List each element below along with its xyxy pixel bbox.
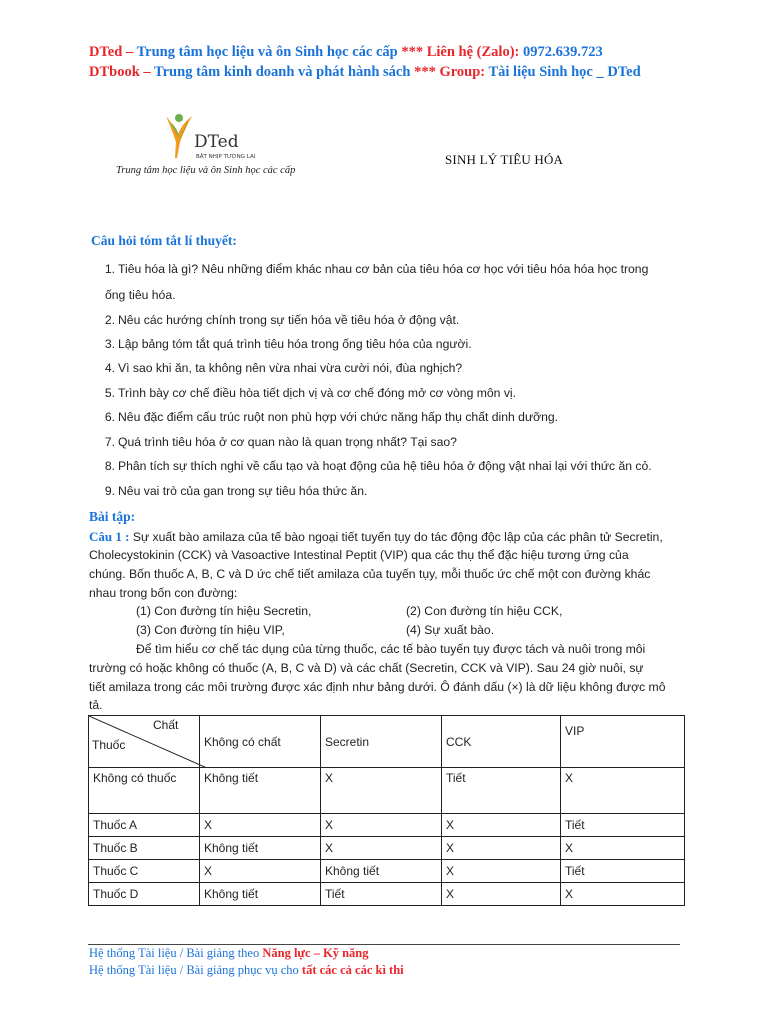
table-cell: X [200, 814, 321, 837]
header-contact-value: 0972.639.723 [519, 44, 603, 60]
pathway-item: (4) Sự xuất bào. [406, 623, 495, 637]
table-cell: Tiết [561, 814, 685, 837]
table-cell: X [561, 768, 685, 814]
table-cell: Không tiết [200, 837, 321, 860]
column-header: VIP [561, 716, 685, 768]
header-center-text-2: Trung tâm kinh doanh và phát hành sách [154, 64, 411, 80]
table-row [89, 814, 685, 837]
table-row [89, 860, 685, 883]
question-1-label: Câu 1 : [89, 529, 130, 544]
list-item: 3. Lập bảng tóm tắt quá trình tiêu hóa trong ống tiêu hóa của người. [104, 337, 472, 351]
logo-text: DTed [194, 132, 239, 152]
pathway-item: (2) Con đường tín hiệu CCK, [406, 604, 563, 618]
footer-line-1: Hệ thống Tài liệu / Bài giảng theo Năng lực – Kỹ năng [89, 946, 369, 960]
table-cell: X [442, 814, 561, 837]
exercise-paragraph-line: chúng. Bốn thuốc A, B, C và D ức chế tiết amilaza của tuyến tụy, mỗi thuốc ức chế một con đường khác [89, 567, 651, 581]
table-cell: X [321, 837, 442, 860]
footer-emphasis-1: Năng lực – Kỹ năng [262, 946, 369, 960]
row-label: Không có thuốc [89, 768, 200, 814]
table-row [89, 768, 685, 814]
row-label: Thuốc A [89, 814, 200, 837]
corner-top-label: Chất [153, 718, 179, 732]
list-item: 5. Trình bày cơ chế điều hòa tiết dịch vị và cơ chế đóng mở cơ vòng môn vị. [104, 386, 517, 400]
results-table [88, 715, 685, 906]
footer-divider [88, 944, 680, 945]
pathway-item: (1) Con đường tín hiệu Secretin, [136, 604, 312, 618]
column-header: CCK [442, 716, 561, 768]
table-cell: Tiết [561, 860, 685, 883]
table-cell: X [442, 883, 561, 906]
table-cell: X [200, 860, 321, 883]
list-item: 9. Nêu vai trò của gan trong sự tiêu hóa thức ăn. [104, 484, 368, 498]
table-cell: X [442, 837, 561, 860]
header-group-label: Group: [439, 64, 486, 80]
exercise-paragraph-line: Cholecystokinin (CCK) và Vasoactive Intestinal Peptit (VIP) qua các thụ thể đặc hiệu tương ứng của [89, 548, 629, 562]
logo-caption: Trung tâm học liệu và ôn Sinh học các cấp [116, 165, 296, 176]
exercise-paragraph-line: Để tìm hiểu cơ chế tác dụng của từng thuốc, các tế bào tuyến tụy được tách và nuôi trong môi [136, 642, 646, 656]
table-row [89, 837, 685, 860]
list-item: 7. Quá trình tiêu hóa ở cơ quan nào là quan trọng nhất? Tại sao? [104, 435, 457, 449]
table-header-row [89, 716, 685, 768]
list-item: 1. Tiêu hóa là gì? Nêu những điểm khác nhau cơ bản của tiêu hóa cơ học với tiêu hóa hóa học trong [104, 262, 649, 276]
list-item-continuation: ống tiêu hóa. [105, 288, 176, 302]
header-brand-dted: DTed [89, 44, 123, 60]
row-label: Thuốc B [89, 837, 200, 860]
footer-emphasis-2: tất các cả các kì thi [301, 963, 404, 977]
exercise-paragraph-line: Câu 1 : Sự xuất bào amilaza của tế bào ngoại tiết tuyến tụy do tác động độc lập của các phân tử Secretin, [89, 529, 663, 544]
list-item: 8. Phân tích sự thích nghi về cấu tạo và hoạt động của hệ tiêu hóa ở động vật nhai lại với thức ăn cỏ. [104, 459, 652, 473]
exercise-paragraph-line: nhau trong bốn con đường: [89, 586, 238, 600]
row-label: Thuốc D [89, 883, 200, 906]
header-brand-dtbook: DTbook [89, 64, 140, 80]
table-cell: X [561, 883, 685, 906]
header-center-text: Trung tâm học liệu và ôn Sinh học các cấp [136, 44, 398, 60]
table-cell: X [561, 837, 685, 860]
column-header: Secretin [321, 716, 442, 768]
table-cell: Không tiết [200, 883, 321, 906]
table-cell: Không tiết [200, 768, 321, 814]
corner-bottom-label: Thuốc [92, 738, 126, 752]
table-corner-cell [89, 716, 200, 768]
table-cell: X [321, 768, 442, 814]
row-label: Thuốc C [89, 860, 200, 883]
column-header: Không có chất [200, 716, 321, 768]
header-line-2: DTbook – Trung tâm kinh doanh và phát hành sách *** Group: Tài liệu Sinh học _ DTed [89, 64, 641, 80]
footer-line-2: Hệ thống Tài liệu / Bài giảng phục vụ cho tất các cả các kì thi [89, 963, 404, 977]
table-cell: X [442, 860, 561, 883]
table-cell: Tiết [442, 768, 561, 814]
exercise-paragraph-line: trường có hoặc không có thuốc (A, B, C và D) và các chất (Secretin, CCK và VIP). Sau 24 giờ nuôi, sự [89, 661, 644, 675]
list-item: 4. Vì sao khi ăn, ta không nên vừa nhai vừa cười nói, đùa nghịch? [104, 361, 463, 375]
table-cell: Tiết [321, 883, 442, 906]
header-contact-label: Liên hệ (Zalo): [426, 44, 520, 60]
exercise-paragraph-line: tiết amilaza trong các môi trường được xác định như bảng dưới. Ô đánh dấu (×) là dữ liệu không được mô [89, 680, 666, 694]
dted-logo [160, 112, 270, 172]
document-title: SINH LÝ TIÊU HÓA [445, 152, 564, 167]
pathway-item: (3) Con đường tín hiệu VIP, [136, 623, 285, 637]
header-group-value: Tài liệu Sinh học _ DTed [485, 64, 641, 80]
theory-section-title: Câu hỏi tóm tắt lí thuyết: [91, 233, 237, 248]
list-item: 2. Nêu các hướng chính trong sự tiến hóa về tiêu hóa ở động vật. [104, 313, 460, 327]
table-cell: Không tiết [321, 860, 442, 883]
list-item: 6. Nêu đặc điểm cấu trúc ruột non phù hợp với chức năng hấp thụ chất dinh dưỡng. [104, 410, 559, 424]
header-line-1: DTed – Trung tâm học liệu và ôn Sinh học các cấp *** Liên hệ (Zalo): 0972.639.723 [89, 44, 603, 60]
table-row [89, 883, 685, 906]
exercise-section-title: Bài tập: [89, 509, 136, 524]
table-cell: X [321, 814, 442, 837]
logo-tagline: BẬT NHỊP TƯƠNG LAI [196, 154, 256, 160]
exercise-paragraph-line: tả. [89, 698, 103, 712]
